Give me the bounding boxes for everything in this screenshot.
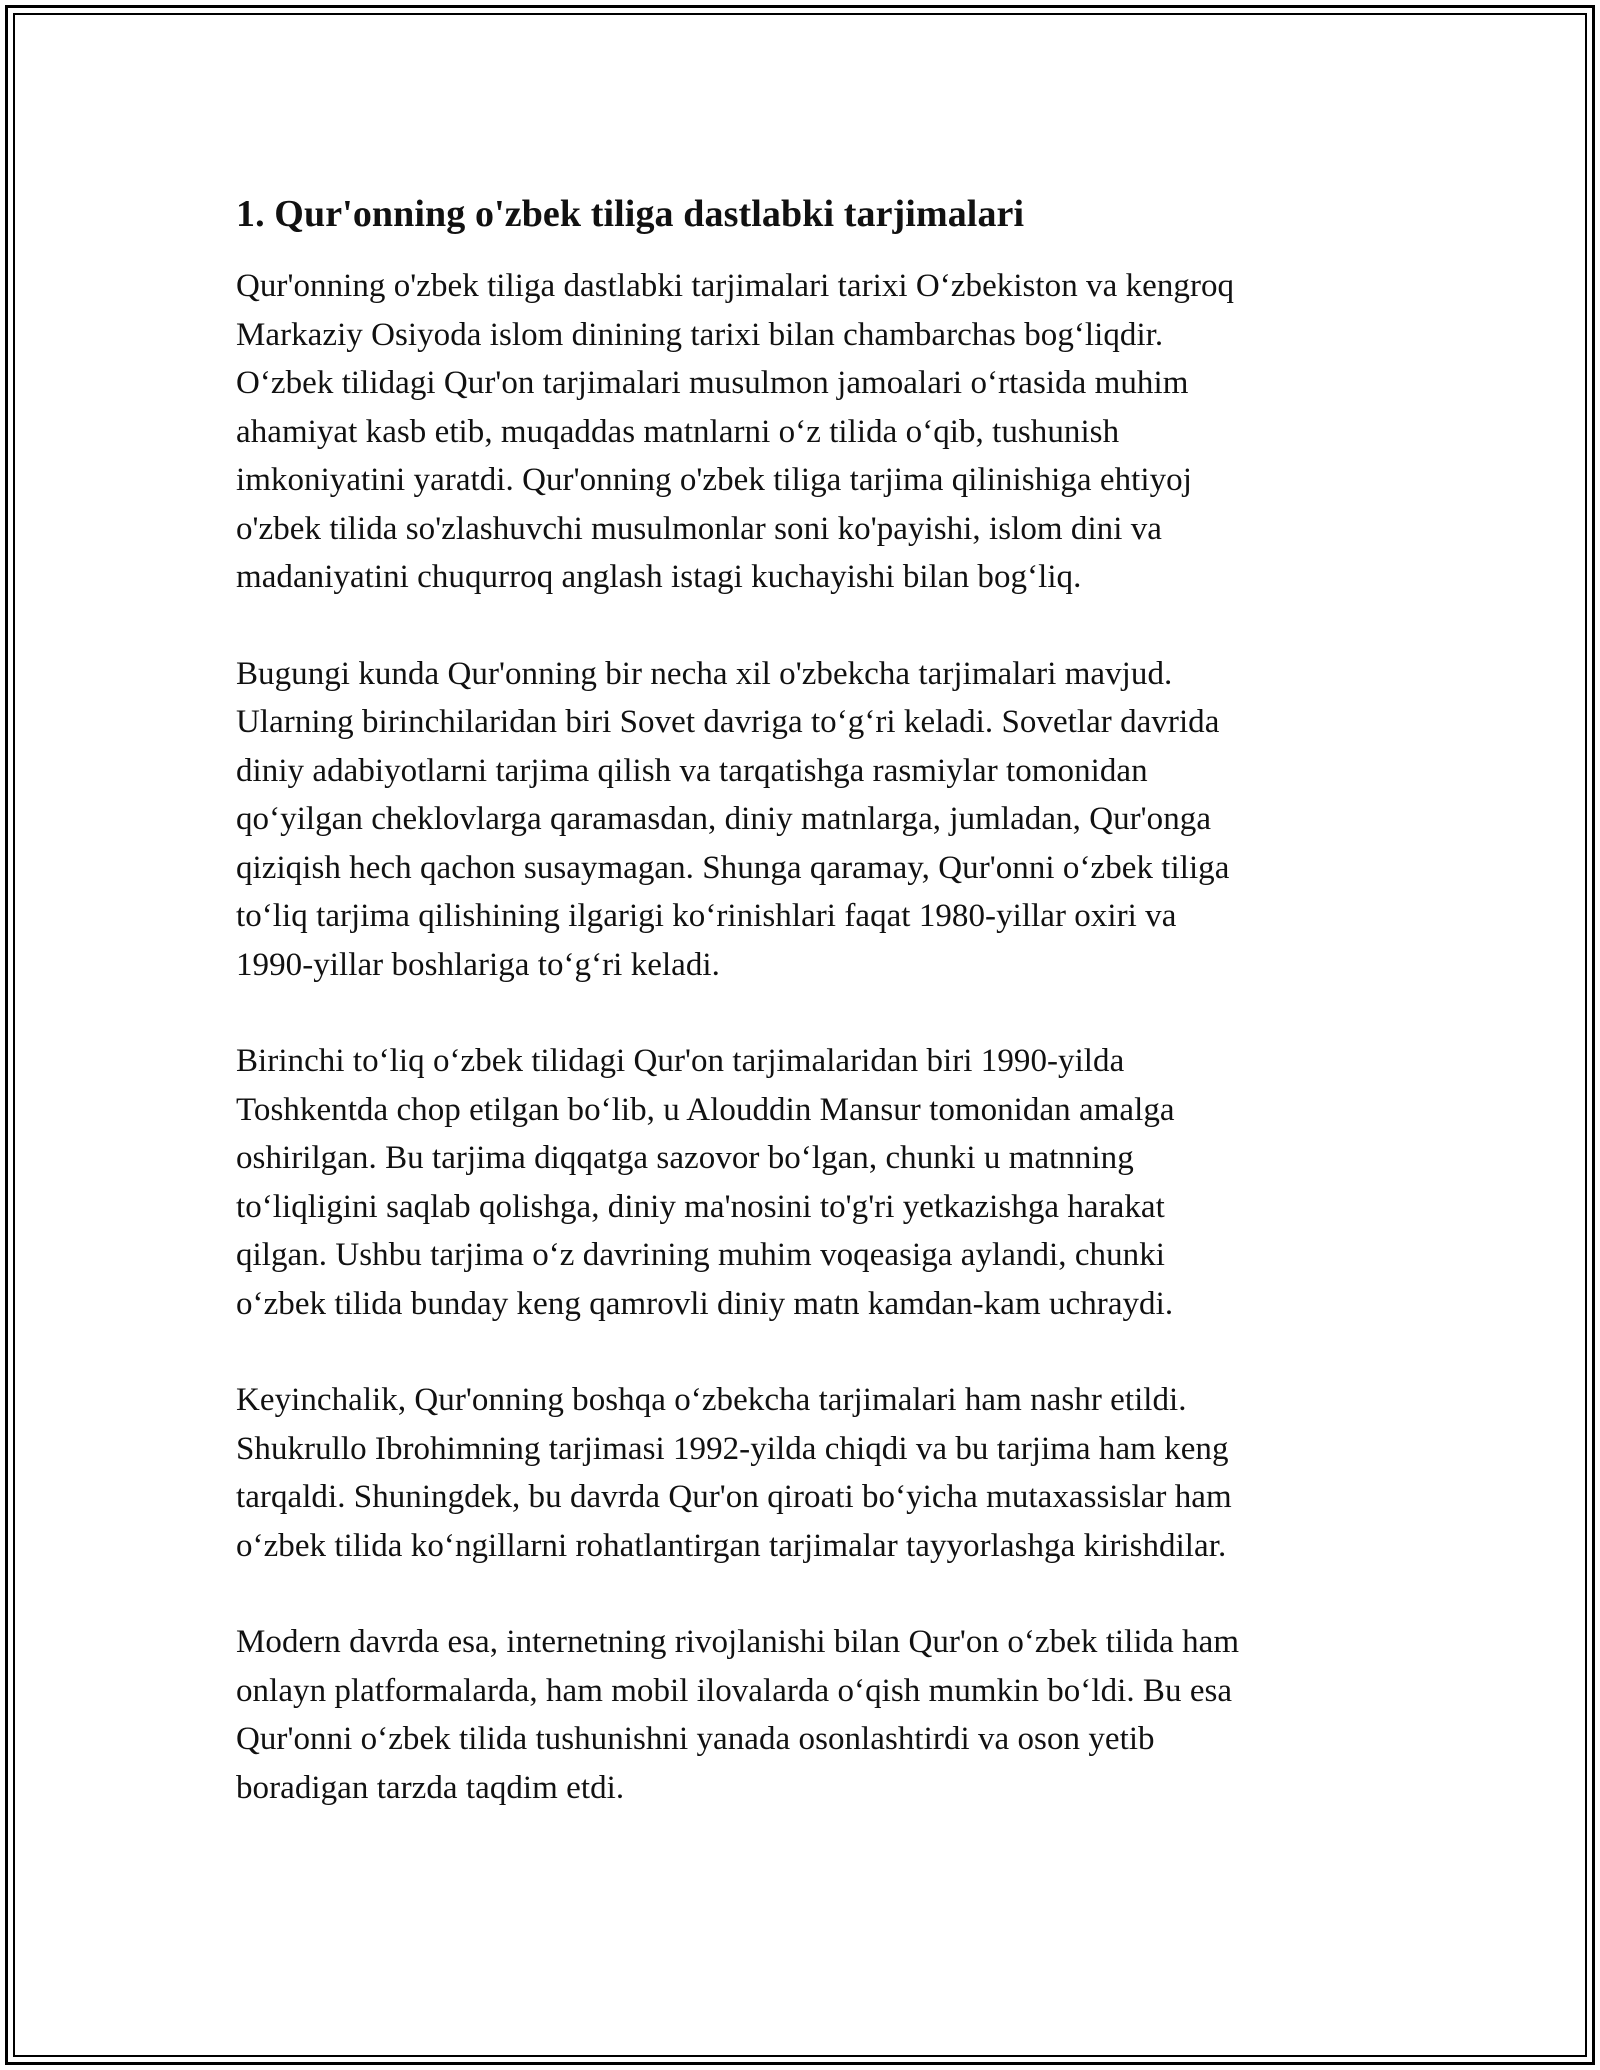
text-line: Birinchi to‘liq o‘zbek tilidagi Qur'on tarjimalaridan biri 1990-yilda <box>236 1043 1125 1079</box>
text-line: Keyinchalik, Qur'onning boshqa o‘zbekcha tarjimalari ham nashr etildi. <box>236 1382 1187 1418</box>
text-line: Ularning birinchilaridan biri Sovet davriga to‘g‘ri keladi. Sovetlar davrida <box>236 704 1220 740</box>
text-line: o'zbek tilida so'zlashuvchi musulmonlar soni ko'payishi, islom dini va <box>236 510 1162 547</box>
text-line: Markaziy Osiyoda islom dinining tarixi bilan chambarchas bog‘liqdir. <box>236 316 1164 353</box>
paragraph-5 <box>236 1618 1356 1812</box>
text-line: to‘liqligini saqlab qolishga, diniy ma'nosini to'g'ri yetkazishga harakat <box>236 1188 1165 1225</box>
text-line: Modern davrda esa, internetning rivojlanishi bilan Qur'on o‘zbek tilida ham <box>236 1624 1240 1660</box>
text-line: onlayn platformalarda, ham mobil ilovalarda o‘qish mumkin bo‘ldi. Bu esa <box>236 1672 1233 1709</box>
text-line: Shukrullo Ibrohimning tarjimasi 1992-yilda chiqdi va bu tarjima ham keng <box>236 1430 1229 1467</box>
text-line: tarqaldi. Shuningdek, bu davrda Qur'on qiroati bo‘yicha mutaxassislar ham <box>236 1479 1232 1515</box>
text-line: Toshkentda chop etilgan bo‘lib, u Alouddin Mansur tomonidan amalga <box>236 1091 1175 1128</box>
text-line: Qur'onning o'zbek tiliga dastlabki tarjimalari tarixi O‘zbekiston va kengroq <box>236 268 1235 304</box>
document-body <box>236 188 1356 1860</box>
text-line: qilgan. Ushbu tarjima o‘z davrining muhim voqeasiga aylandi, chunki <box>236 1237 1165 1273</box>
paragraph-2 <box>236 650 1356 990</box>
text-line: imkoniyatini yaratdi. Qur'onning o'zbek tiliga tarjima qilinishiga ehtiyoj <box>236 462 1192 498</box>
text-line: O‘zbek tilidagi Qur'on tarjimalari musulmon jamoalari o‘rtasida muhim <box>236 365 1189 401</box>
text-line: Bugungi kunda Qur'onning bir necha xil o'zbekcha tarjimalari mavjud. <box>236 655 1173 692</box>
text-line: boradigan tarzda taqdim etdi. <box>236 1769 625 1806</box>
paragraph-3 <box>236 1037 1356 1328</box>
text-line: 1990-yillar boshlariga to‘g‘ri keladi. <box>236 946 720 983</box>
text-line: o‘zbek tilida ko‘ngillarni rohatlantirgan tarjimalar tayyorlashga kirishdilar. <box>236 1527 1227 1564</box>
text-line: madaniyatini chuqurroq anglash istagi kuchayishi bilan bog‘liq. <box>236 559 1082 595</box>
text-line: qo‘yilgan cheklovlarga qaramasdan, diniy matnlarga, jumladan, Qur'onga <box>236 801 1212 837</box>
text-line: to‘liq tarjima qilishining ilgarigi ko‘rinishlari faqat 1980-yillar oxiri va <box>236 898 1177 934</box>
paragraph-1 <box>236 262 1356 602</box>
text-line: ahamiyat kasb etib, muqaddas matnlarni o‘z tilida o‘qib, tushunish <box>236 413 1120 450</box>
text-line: diniy adabiyotlarni tarjima qilish va tarqatishga rasmiylar tomonidan <box>236 752 1148 789</box>
text-line: o‘zbek tilida bunday keng qamrovli diniy matn kamdan-kam uchraydi. <box>236 1285 1174 1322</box>
paragraph-4 <box>236 1376 1356 1570</box>
section-heading: 1. Qur'onning o'zbek tiliga dastlabki tarjimalari <box>236 193 1025 235</box>
text-line: qiziqish hech qachon susaymagan. Shunga qaramay, Qur'onni o‘zbek tiliga <box>236 849 1230 886</box>
text-line: oshirilgan. Bu tarjima diqqatga sazovor bo‘lgan, chunki u matnning <box>236 1140 1134 1176</box>
text-line: Qur'onni o‘zbek tilida tushunishni yanada osonlashtirdi va oson yetib <box>236 1721 1155 1757</box>
